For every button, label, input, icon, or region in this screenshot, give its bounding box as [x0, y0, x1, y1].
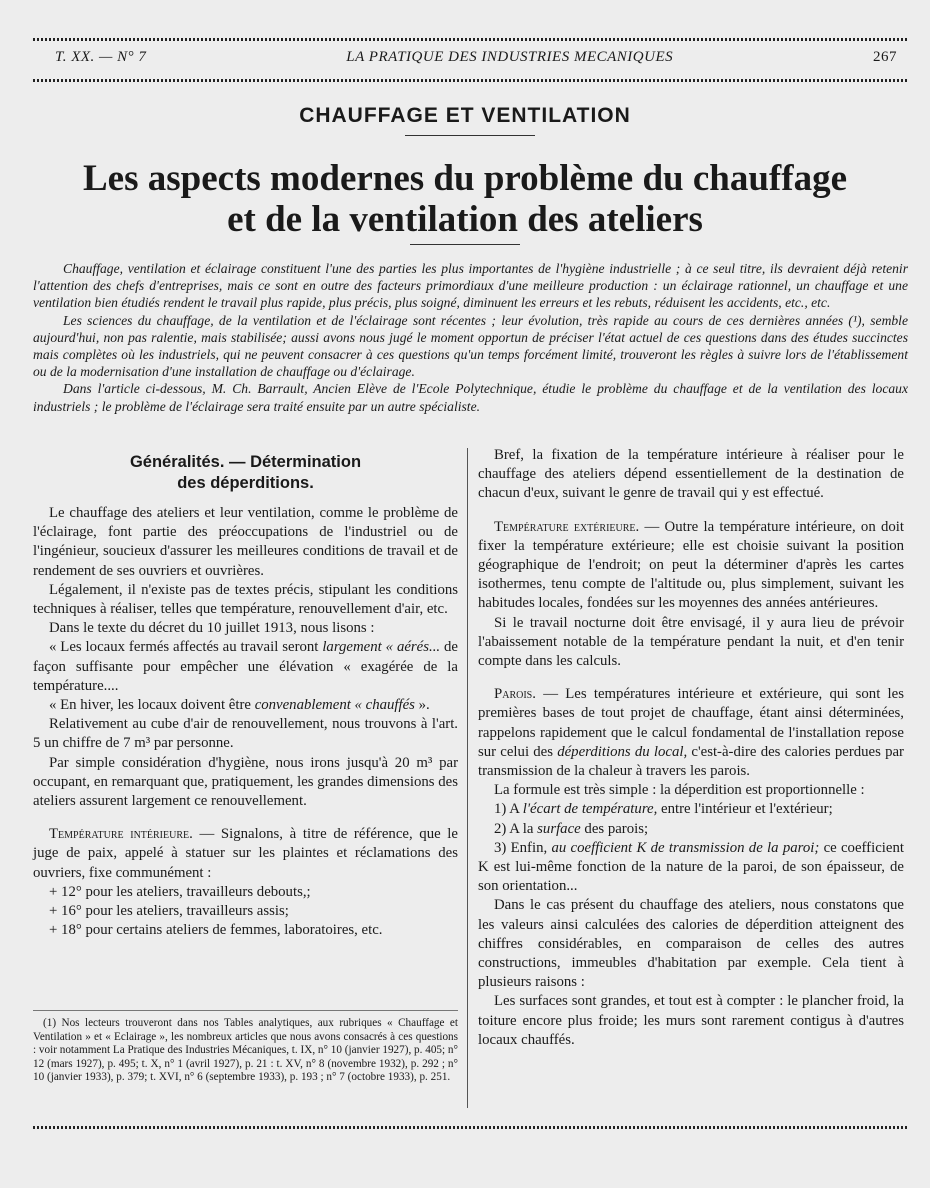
- run-in-heading: Température extérieure.: [494, 518, 640, 535]
- paragraph-temperature-exterieure: [478, 518, 904, 614]
- item-text: ce coefficient K est lui-même fonction de la nature de la paroi, de son épaisseur, de son orientation...: [478, 839, 904, 895]
- item-emphasis: au coefficient K de transmission de la paroi;: [551, 839, 820, 856]
- quote-text: « En hiver, les locaux doivent être: [49, 697, 255, 714]
- running-header: [55, 49, 897, 66]
- intro-paragraph: Chauffage, ventilation et éclairage constituent l'une des parties les plus importantes de l'hygiène industrielle ; à ce seul titre, ils devraient déjà retenir l'attention des chefs d'entreprises, mais ce sont en outre des facteurs primordiaux d'une meilleure production : un éclairage rationnel, un chauffage et une ventilation bien étudiés rendent le travail plus rapide, plus précis, plus soigné, diminuent les erreurs et les rebuts, réduisent les accidents, etc., etc.: [33, 261, 908, 311]
- run-in-heading: Parois.: [494, 686, 536, 703]
- quote-text: ».: [414, 697, 430, 714]
- intro-paragraph: Les sciences du chauffage, de la ventilation et de l'éclairage sont récentes ; leur évolution, très rapide au cours de ces dernières années (¹), semble aujourd'hui, non pas ralentie, mais stabilisée; aussi avons nous jugé le moment opportun de préciser l'état actuel de ces questions dans des études succinctes mais complètes où les industriels, qui ne peuvent consacrer à ces questions qu'un temps forcément limité, trouveront les règles à suivre lors de l'établissement ou de la modernisation d'une installation de chauffage ou d'éclairage.: [33, 312, 908, 380]
- item-text: entre l'intérieur et l'extérieur;: [657, 801, 833, 818]
- formula-item: [478, 820, 904, 839]
- paragraph-text: — Signalons, à titre de référence, que le juge de paix, appelé à statuer sur les plaintes et réclamations des ouvriers, fixe communément :: [33, 826, 458, 881]
- item-emphasis: surface: [537, 820, 581, 837]
- footnote-text: (1) Nos lecteurs trouveront dans nos Tables analytiques, aux rubriques « Chauffage et Ventilation » et « Eclairage », les nombreux articles que nous avons consacrés à ces questions : voir notamment La Pratique des Industries Mécaniques, t. IX, n° 10 (janvier 1927), p. 405; n° 12 (mars 1927), p. 495; t. X, n° 1 (avril 1927), p. 21 : t. XV, n° 8 (novembre 1932), p. 292 ; n° 10 (janvier 1933), p. 379; t. XVI, n° 6 (septembre 1933), p. 193 ; n° 7 (octobre 1933), p. 251.: [33, 1017, 458, 1084]
- paragraph: Les surfaces sont grandes, et tout est à compter : le plancher froid, la toiture encore plus froide; les murs sont rarement contigus à d'autres locaux chauffés.: [478, 993, 904, 1048]
- article-title: [0, 158, 930, 240]
- formula-item: [478, 800, 904, 819]
- paragraph-emphasis: déperditions du local,: [557, 743, 688, 760]
- paragraph: Le chauffage des ateliers et leur ventilation, comme le problème de l'éclairage, font partie des préoccupations de l'industriel ou de l'ingénieur, soucieux d'assurer les meilleures conditions de travail et de rendement de ses ouvriers et ouvrières.: [33, 505, 458, 579]
- paragraph-text: c'est-à-dire des calories perdues par transmission de la chaleur à travers les parois.: [478, 743, 904, 780]
- paragraph: Par simple considération d'hygiène, nous irons jusqu'à 20 m³ par occupant, en remarquant que, pratiquement, les grandes dimensions des ateliers assurent largement ce renouvellement.: [33, 754, 458, 810]
- quote-text: « Les locaux fermés affectés au travail seront: [49, 639, 323, 656]
- page-number: 267: [873, 49, 897, 65]
- paragraph-text: — Les températures intérieure et extérieure, qui sont les premières bases de tout projet de chauffage, étant ainsi déterminées, rappelons rapidement que le calcul fondamental de l'installation repose sur celui des: [478, 686, 904, 760]
- run-in-heading: Température intérieure.: [49, 826, 193, 843]
- item-text: 2) A la: [494, 820, 538, 837]
- section-heading: [33, 452, 458, 494]
- title-line-1: Les aspects modernes du problème du chauffage: [83, 158, 847, 199]
- list-item: + 16° pour les ateliers, travailleurs assis;: [49, 903, 289, 920]
- paragraph: Dans le texte du décret du 10 juillet 1913, nous lisons :: [49, 620, 375, 637]
- paragraph: Relativement au cube d'air de renouvellement, nous trouvons à l'art. 5 un chiffre de 7 m³ par personne.: [33, 716, 458, 752]
- paragraph: Dans le cas présent du chauffage des ateliers, nous constatons que les valeurs ainsi calculées des calories de déperdition atteignent des chiffres considérables, en comparaison de celles des autres constructions, immeubles d'habitation par exemple. Cela tient à plusieurs raisons :: [478, 897, 904, 991]
- paragraph-text: — Outre la température intérieure, on doit fixer la température extérieure; elle est choisie suivant la position géographique de l'endroit; on peut la déterminer d'après les cartes isothermes, tenu compte de l'altitude ou, plus simplement, suivant les habitudes locales, fondées sur les moyennes des années antérieures.: [478, 518, 905, 612]
- paragraph: Bref, la fixation de la température intérieure à réaliser pour le chauffage des ateliers dépend essentiellement de la destination de chacun d'eux, suivant le genre de travail qui y est effectué.: [478, 447, 904, 502]
- intro-text: [33, 260, 908, 415]
- footnote: [33, 1017, 458, 1085]
- paragraph: La formule est très simple : la déperdition est proportionnelle :: [494, 782, 865, 799]
- right-column: [478, 446, 904, 1050]
- header-rule: [33, 79, 908, 82]
- list-item: + 12° pour les ateliers, travailleurs debouts,;: [49, 883, 311, 900]
- journal-title: LA PRATIQUE DES INDUSTRIES MECANIQUES: [346, 49, 674, 65]
- title-underline: [410, 244, 520, 245]
- section-title: CHAUFFAGE ET VENTILATION: [299, 104, 631, 127]
- item-text: 3) Enfin,: [494, 839, 552, 856]
- quote-emphasis: largement « aérés...: [322, 639, 441, 656]
- column-divider: [467, 448, 468, 1108]
- bottom-rule: [33, 1126, 908, 1129]
- paragraph: Si le travail nocturne doit être envisagé, il y aura lieu de prévoir l'abaissement notable de la température pendant la nuit, et d'en tenir compte dans les calculs.: [478, 614, 904, 670]
- item-text: des parois;: [580, 820, 649, 837]
- list-item: + 18° pour certains ateliers de femmes, laboratoires, etc.: [49, 922, 383, 939]
- section-underline: [405, 135, 535, 136]
- item-text: 1) A: [494, 801, 523, 818]
- heading-line-2: des déperditions.: [177, 474, 314, 492]
- item-emphasis: l'écart de température,: [522, 801, 658, 818]
- formula-item: [478, 839, 904, 897]
- quote-emphasis: convenablement « chauffés: [254, 697, 415, 714]
- paragraph-parois: [478, 685, 904, 781]
- quote-text: de façon suffisante pour empêcher une élévation « exagérée de la température....: [33, 639, 458, 694]
- heading-line-1: Généralités. — Détermination: [129, 453, 362, 471]
- intro-paragraph: Dans l'article ci-dessous, M. Ch. Barrault, Ancien Elève de l'Ecole Polytechnique, étudie le problème du chauffage et de la ventilation des locaux industriels ; le problème de l'éclairage sera traité ensuite par un autre spécialiste.: [33, 381, 908, 414]
- top-rule: [33, 38, 908, 41]
- left-column: [33, 452, 458, 940]
- footnote-rule: [33, 1010, 458, 1011]
- decree-quote-2: [33, 696, 458, 715]
- volume-number: T. XX. — N° 7: [55, 49, 147, 65]
- title-line-2: et de la ventilation des ateliers: [227, 199, 703, 240]
- paragraph: Légalement, il n'existe pas de textes précis, stipulant les conditions techniques à réaliser, telles que température, renouvellement d'air, etc.: [33, 581, 458, 618]
- decree-quote-1: [33, 638, 458, 696]
- paragraph-temperature-interieure: [33, 825, 458, 883]
